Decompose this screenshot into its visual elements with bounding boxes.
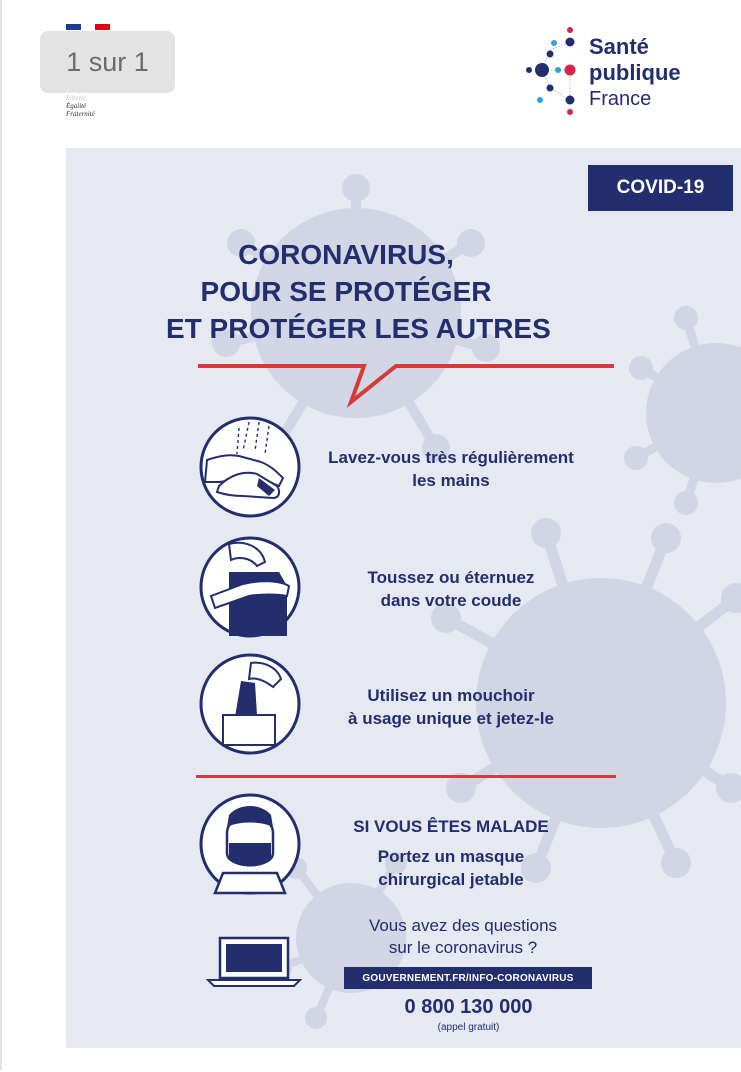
- republic-flag-icon: [66, 24, 110, 30]
- section-divider: [196, 775, 616, 778]
- sick-instruction: [286, 845, 616, 891]
- rule-2-line-1: Toussez ou éternuez: [367, 568, 535, 587]
- sick-heading: SI VOUS ÊTES MALADE: [353, 817, 549, 836]
- rule-tissue: [286, 684, 616, 730]
- covid-badge: COVID-19: [588, 165, 733, 211]
- logo-line-sante: Santé: [589, 34, 649, 59]
- covid-poster: [66, 148, 741, 1048]
- logo-line-publique: publique: [589, 60, 681, 85]
- republic-motto: [66, 94, 95, 118]
- motto-egalite: Égalité: [66, 102, 87, 110]
- logo-text: [589, 34, 681, 112]
- page-counter: 1 sur 1: [40, 31, 175, 93]
- rule-2-line-2: dans votre coude: [380, 591, 522, 610]
- title-line-2: POUR SE PROTÉGER: [200, 276, 492, 307]
- sick-line-1: Portez un masque: [377, 847, 525, 866]
- title-line-3: ET PROTÉGER LES AUTRES: [166, 313, 551, 344]
- speech-bubble-divider-icon: [196, 360, 616, 410]
- rule-cough-elbow: [286, 566, 616, 612]
- rule-1-line-1: Lavez-vous très régulièrement: [328, 448, 574, 467]
- logo-line-france: France: [589, 88, 652, 110]
- rule-3-line-2: à usage unique et jetez-le: [348, 709, 554, 728]
- poster-title: [166, 236, 551, 347]
- rule-3-line-1: Utilisez un mouchoir: [367, 686, 535, 705]
- questions-line-2: sur le coronavirus ?: [388, 938, 538, 957]
- motto-fraternite: Fraternité: [66, 110, 95, 118]
- laptop-icon: [206, 936, 302, 988]
- rule-wash-hands: [286, 446, 616, 492]
- questions-text: [318, 915, 608, 959]
- motto-liberte: Liberté: [66, 94, 87, 102]
- phone-note: (appel gratuit): [437, 1022, 500, 1033]
- questions-line-1: Vous avez des questions: [368, 916, 558, 935]
- rule-1-line-2: les mains: [412, 471, 490, 490]
- sick-line-2: chirurgical jetable: [378, 870, 524, 889]
- phone-number[interactable]: 0 800 130 000: [404, 996, 533, 1018]
- info-url-link[interactable]: GOUVERNEMENT.FR/INFO-CORONAVIRUS: [344, 967, 592, 989]
- title-line-1: CORONAVIRUS,: [238, 239, 454, 270]
